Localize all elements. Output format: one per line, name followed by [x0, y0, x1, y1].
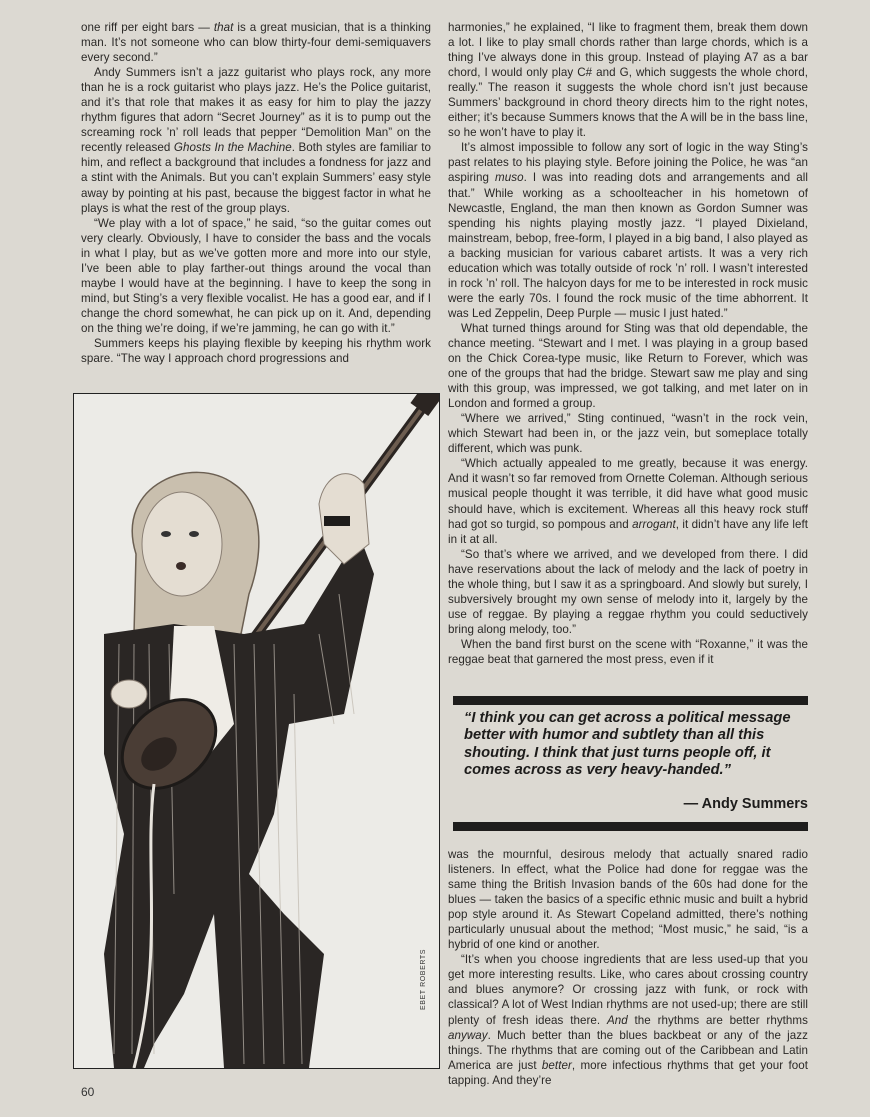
text-run: . Much better than the blues backbeat or any of the jazz things. The rhythms that are coming out of the Caribbean and Latin America are just	[448, 1028, 808, 1072]
paragraph	[448, 20, 808, 140]
paragraph	[448, 847, 808, 952]
italic-text: muso	[495, 171, 524, 185]
paragraph	[448, 411, 808, 456]
text-run: . I was into reading dots and arrangements and all that.” While working as a schoolteacher in his hometown of Newcastle, England, the man then known as Gordon Sumner was spending his nights playing mostly jazz. “I played Dixieland, mainstream, bebop, free-form, I played in a big band, I also played as a backing musician for various cabaret artists. It was a very rich education which was totally outside of rock ’n’ roll. I wasn’t interested in rock ’n’ roll. The halcyon days for me to be interested in rock music were the early 70s. I found the rock music of the time abhorrent. It was Led Zeppelin, Deep Purple — music I just hated.”	[448, 171, 808, 320]
text-run: , more infectious rhythms that get your foot tapping. And they’re	[448, 1058, 808, 1087]
text-run: “We play with a lot of space,” he said, “so the guitar comes out very clearly. Obviously, I have to consider the bass and the vocals in what I play, but as we’ve gotten more and more into our style, I’ve been able to play farther-out things around the vocal than maybe I would have at the beginning. I have to keep the song in mind, but Sting’s a very flexible vocalist. He has a good ear, and if I change the chord somewhat, he can pick up on it. And, depending on the thing we’re doing, if we’re jamming, he can go with it.”	[81, 216, 431, 335]
paragraph	[448, 952, 808, 1087]
right-column-top	[448, 20, 808, 667]
text-run: . Both styles are familiar to him, and reflect a background that includes a fondness for jazz and a stint with the Animals. But you can’t explain Summers’ easy style away by pointing at his past, because the biggest factor in what he plays is what the rest of the group plays.	[81, 141, 431, 215]
photo-credit: EBET ROBERTS	[420, 948, 427, 1010]
paragraph	[448, 321, 808, 411]
right-column-bottom	[448, 847, 808, 1088]
paragraph	[81, 65, 431, 215]
paragraph	[448, 547, 808, 637]
paragraph	[448, 637, 808, 667]
pull-quote: “I think you can get across a political message better with humor and subtlety than all this shouting. I think that just turns people off, it comes across as very heavy-handed.”	[464, 710, 791, 779]
text-run: the rhythms are better rhythms	[627, 1013, 808, 1027]
text-run: Andy Summers isn’t a jazz guitarist who plays rock, any more than he is a rock guitarist who plays jazz. He’s the Police guitarist, and it’s that role that makes it as easy for him to play the jazzy rhythm figures that adorn “Secret Journey” as it is to pump out the screaming rock ’n’ roll leads that pepper “Demolition Man” on the recently released	[81, 66, 431, 155]
italic-text: arrogant	[632, 517, 676, 531]
pull-quote-attribution: — Andy Summers	[683, 796, 808, 812]
text-run: is a great musician, that is a thinking man. It’s not someone who can blow thirty-four demi-semiquavers every second.”	[81, 21, 431, 65]
text-run: “Which actually appealed to me greatly, because it was energy. And it wasn’t so far removed from Ornette Coleman. Although serious musical people thought it was terrible, it did have what good music should have, which is excitement. Whereas all this heavy rock stuff had got so turgid, so pompous and	[448, 457, 808, 531]
photo-andy-summers	[73, 393, 440, 1069]
paragraph	[448, 456, 808, 546]
text-run: , it didn’t have any life left in it at all.	[448, 517, 808, 546]
italic-text: Ghosts In the Machine	[173, 141, 292, 155]
pull-quote-bottom-rule	[453, 822, 808, 831]
paragraph	[81, 216, 431, 336]
italic-text: And	[606, 1013, 628, 1027]
text-run: harmonies,” he explained, “I like to fragment them, break them down a lot. I like to play small chords rather than large chords, which is a thing I’ve always done in this group. Instead of playing A7 as a bar chord, I would only play C# and G, which suggests the whole chord, really.” The reason it suggests the whole chord isn’t just because Summers’ background in chord theory directs him to the right notes, either; it’s because Summers knows that the A will be in the bass line, so he won’t have to play it.	[448, 21, 808, 140]
text-run: “It’s when you choose ingredients that are less used-up that you get more interesting results. Like, who cares about crossing country and blues anymore? Or crossing jazz with funk, or rock with classical? A lot of West Indian rhythms are not used-up; there are still plenty of fresh ideas there.	[448, 953, 808, 1027]
italic-text: anyway	[448, 1028, 488, 1042]
text-run: “So that’s where we arrived, and we developed from there. I did have reservations about the lack of melody and the lack of poetry in the whole thing, but I saw it as a springboard. And slowly but surely, I subversively brought my own sense of melody into it, largely by the use of reggae. By playing a reggae rhythm you could seductively bring along melody, too.”	[448, 547, 808, 636]
pull-quote-top-rule	[453, 696, 808, 705]
italic-text: that	[213, 21, 234, 34]
photo-illustration	[74, 394, 439, 1068]
text-run: It’s almost impossible to follow any sort of logic in the way Sting’s past relates to his playing style. Before joining the Police, he was “an aspiring	[448, 141, 808, 185]
text-run: one riff per eight bars —	[81, 21, 214, 34]
paragraph	[81, 20, 431, 65]
text-run: When the band first burst on the scene with “Roxanne,” it was the reggae beat that garnered the most press, even if it	[448, 637, 808, 666]
text-run: What turned things around for Sting was that old dependable, the chance meeting. “Stewart and I met. I was playing in a group based on the Chick Corea-type music, like Return to Forever, which was one of the groups that had the bridge. Stewart saw me play and sing with this group, was impressed, we got talking, and met later on in London and formed a group.	[448, 321, 808, 411]
text-run: was the mournful, desirous melody that actually snared radio listeners. In effect, what the Police had done for reggae was the same thing the British Invasion bands of the 60s had done for the blues — taken the basics of a specific ethnic music and built a hybrid pop style around it. As Stewart Copeland admitted, there’s nothing particularly unusual about the method; “Most music,” he said, “is a hybrid of one kind or another.	[448, 848, 808, 952]
paragraph	[81, 336, 431, 366]
left-column	[81, 20, 431, 366]
italic-text: better	[541, 1058, 572, 1072]
paragraph	[448, 140, 808, 321]
text-run: “Where we arrived,” Sting continued, “wasn’t in the rock vein, which Stewart had been in, or the jazz vein, but someplace totally different, which was punk.	[448, 412, 808, 456]
page-number: 60	[81, 1085, 95, 1099]
text-run: Summers keeps his playing flexible by keeping his rhythm work spare. “The way I approach chord progressions and	[81, 336, 431, 366]
